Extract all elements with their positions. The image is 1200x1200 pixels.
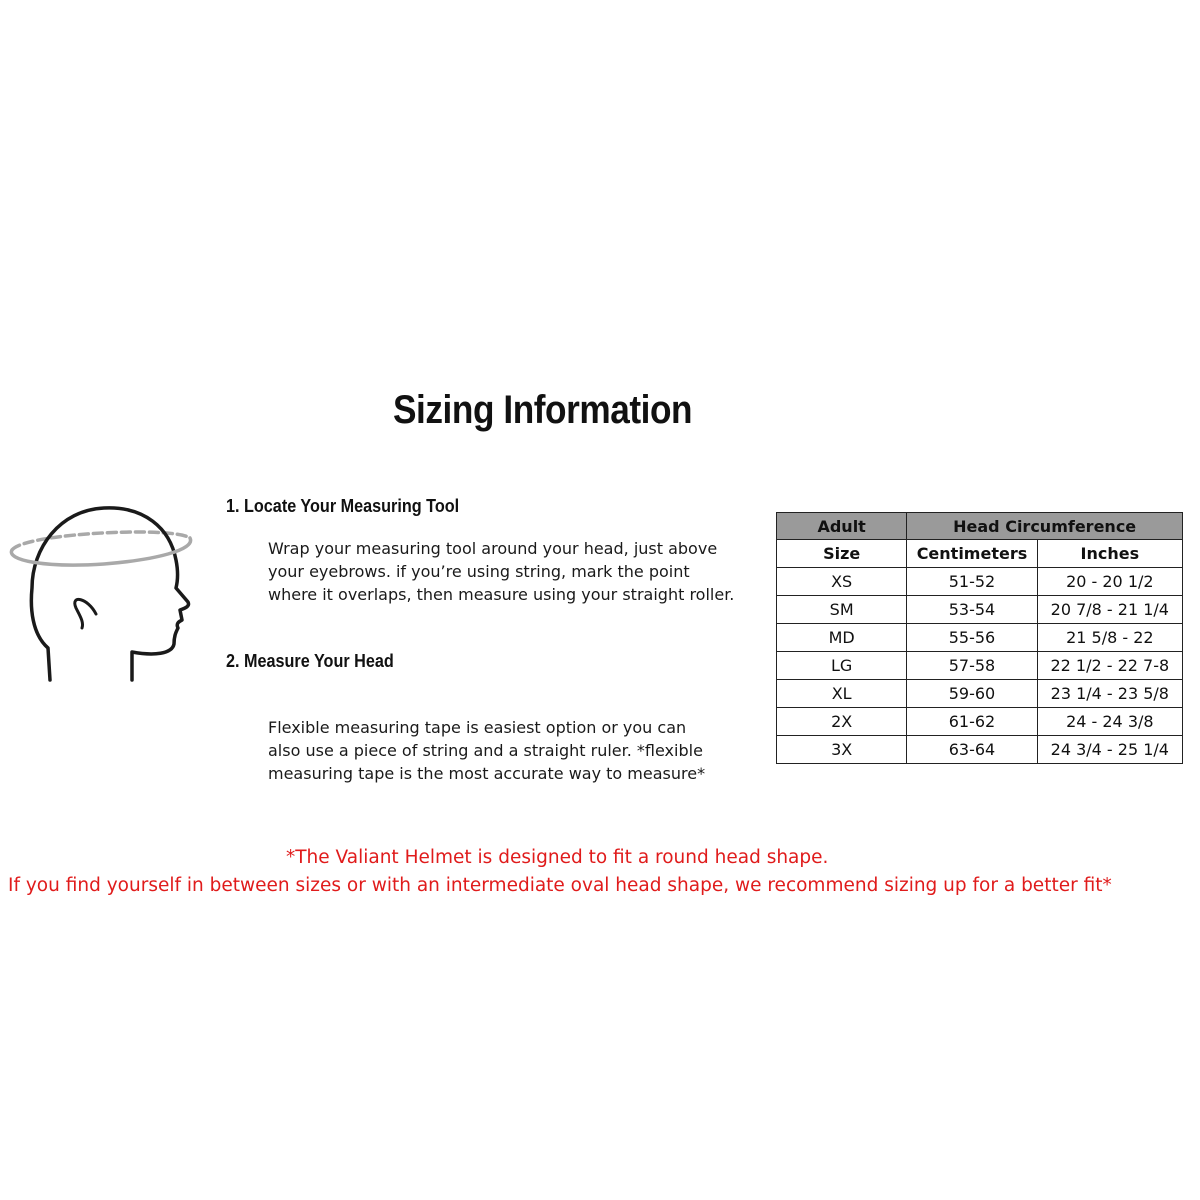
step-2-body [268,716,768,785]
step-1-line: your eyebrows. if you’re using string, mark the point [268,562,690,581]
footnote-sizing-advice: If you find yourself in between sizes or with an intermediate oval head shape, we recommend sizing up for a better fit* [8,875,1112,896]
column-header-inches: Inches [1037,540,1182,568]
table-row [777,652,1183,680]
size-cell: XL [777,680,907,708]
inches-cell: 21 5/8 - 22 [1037,624,1182,652]
page-title: Sizing Information [393,388,693,432]
centimeters-cell: 53-54 [907,596,1037,624]
size-table-body [777,568,1183,764]
step-1-body [268,537,768,606]
size-cell: SM [777,596,907,624]
centimeters-cell: 51-52 [907,568,1037,596]
inches-cell: 23 1/4 - 23 5/8 [1037,680,1182,708]
table-row [777,596,1183,624]
footnote-round-head: *The Valiant Helmet is designed to fit a round head shape. [286,847,829,868]
step-1-line: where it overlaps, then measure using your straight roller. [268,585,735,604]
inches-cell: 24 3/4 - 25 1/4 [1037,736,1182,764]
centimeters-cell: 59-60 [907,680,1037,708]
step-2-heading: 2. Measure Your Head [226,651,394,671]
centimeters-cell: 63-64 [907,736,1037,764]
table-row [777,680,1183,708]
table-row [777,568,1183,596]
table-column-header-row [777,540,1183,568]
step-1-heading: 1. Locate Your Measuring Tool [226,496,460,516]
inches-cell: 20 - 20 1/2 [1037,568,1182,596]
group-header-head-circumference: Head Circumference [907,513,1183,540]
step-2-line: also use a piece of string and a straight ruler. *flexible [268,741,703,760]
inches-cell: 20 7/8 - 21 1/4 [1037,596,1182,624]
size-cell: XS [777,568,907,596]
step-2-line: Flexible measuring tape is easiest option or you can [268,718,687,737]
head-measure-illustration-icon [4,498,196,688]
size-cell: 2X [777,708,907,736]
size-chart-table [776,512,1183,764]
size-cell: MD [777,624,907,652]
centimeters-cell: 61-62 [907,708,1037,736]
step-2-line: measuring tape is the most accurate way to measure* [268,764,706,783]
centimeters-cell: 55-56 [907,624,1037,652]
inches-cell: 22 1/2 - 22 7-8 [1037,652,1182,680]
table-row [777,708,1183,736]
inches-cell: 24 - 24 3/8 [1037,708,1182,736]
step-1-line: Wrap your measuring tool around your head, just above [268,539,718,558]
group-header-adult: Adult [777,513,907,540]
table-group-header-row [777,513,1183,540]
table-row [777,736,1183,764]
centimeters-cell: 57-58 [907,652,1037,680]
column-header-centimeters: Centimeters [907,540,1037,568]
size-cell: LG [777,652,907,680]
column-header-size: Size [777,540,907,568]
size-cell: 3X [777,736,907,764]
table-row [777,624,1183,652]
